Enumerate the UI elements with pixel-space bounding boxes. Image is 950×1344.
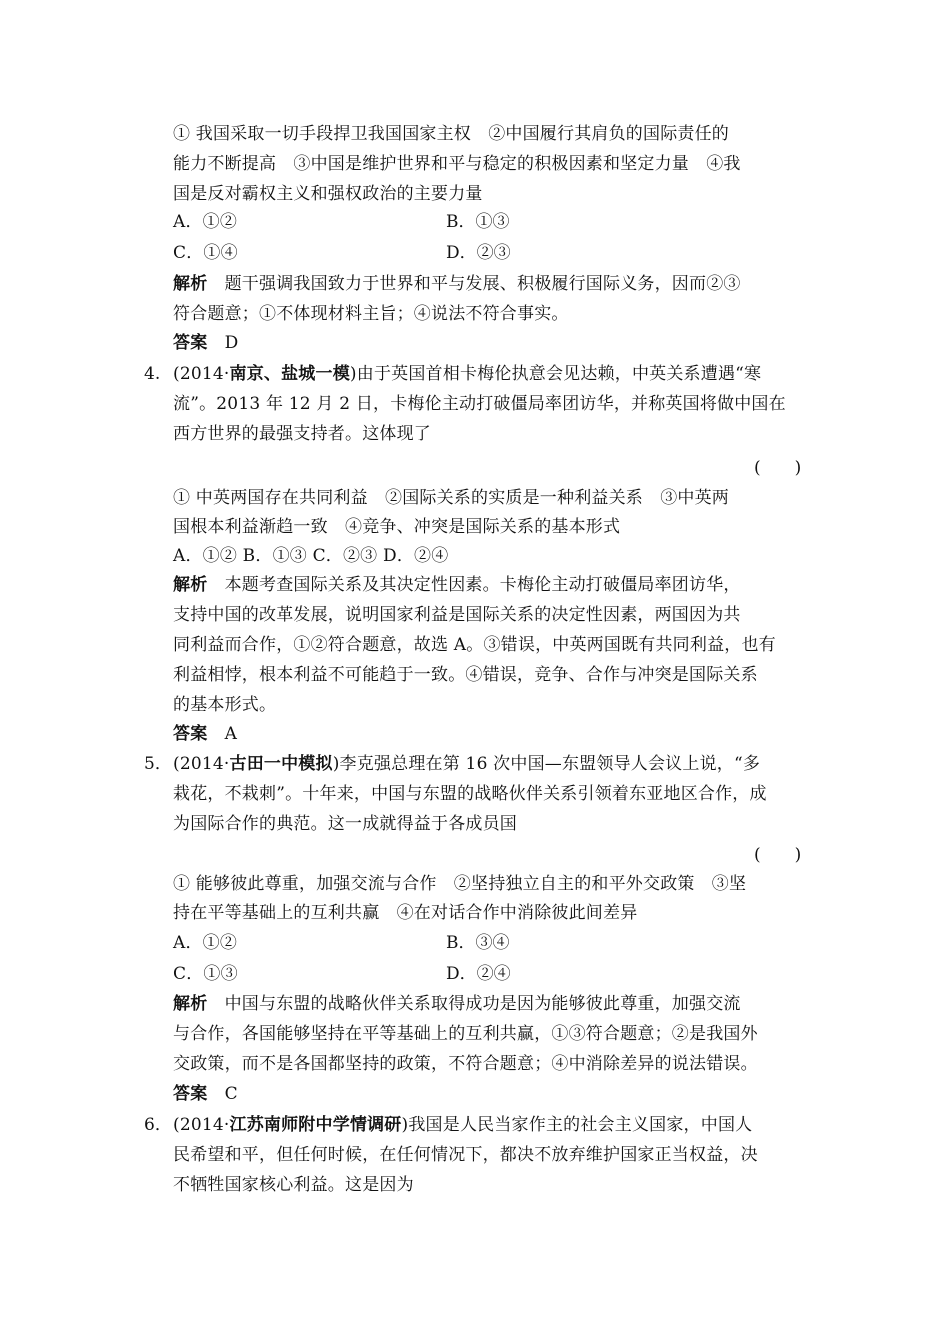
q4-stem-line-3: 西方世界的最强支持者。这体现了 [173,424,431,444]
q3-analysis-line-1 [173,272,741,296]
q3-option-d: D．②③ [446,243,511,263]
q4-analysis-line-1 [173,573,741,597]
q4-answer-label: 答案 [173,724,208,744]
q4-analysis-line-2: 支持中国的改革发展，说明国家利益是国际关系的决定性因素，两国因为共 [173,605,741,625]
q4-stem-line-1 [173,362,761,386]
q4-statements-line-2: 国根本利益渐趋一致 ④竞争、冲突是国际关系的基本形式 [173,517,621,537]
q3-analysis-text-1: 题干强调我国致力于世界和平与发展、积极履行国际义务，因而②③ [224,274,741,294]
q3-analysis-label: 解析 [173,274,208,294]
q5-source-close: ) [332,754,340,774]
q4-number: 4. [144,364,161,384]
q4-answer [173,722,237,746]
q5-option-a: A．①② [173,933,238,953]
q6-number: 6． [144,1115,172,1135]
q5-statements-line-2: 持在平等基础上的互利共赢 ④在对话合作中消除彼此间差异 [173,903,638,923]
q4-options: A．①② B．①③ C．②③ D．②④ [173,546,449,566]
q3-option-c: C．①④ [173,243,238,263]
q4-analysis-line-5: 的基本形式。 [173,695,277,715]
q5-analysis-line-3: 交政策，而不是各国都坚持的政策，不符合题意；④中消除差异的说法错误。 [173,1054,758,1074]
q3-analysis-line-2: 符合题意；①不体现材料主旨；④说法不符合事实。 [173,304,569,324]
q5-stem-text-1: 李克强总理在第 16 次中国—东盟领导人会议上说，“多 [339,754,761,774]
q5-source: 古田一中模拟 [229,754,333,774]
q5-option-d: D．②④ [446,964,511,984]
q4-answer-value: A [224,724,238,744]
q5-answer-value: C [224,1084,238,1104]
q4-stem-text-1: 由于英国首相卡梅伦执意会见达赖，中英关系遭遇“寒 [356,364,762,384]
q5-answer [173,1082,238,1106]
q6-stem-line-1 [173,1113,752,1137]
q6-source-open: (2014· [173,1115,230,1135]
q4-analysis-label: 解析 [173,575,208,595]
q5-option-b: B．③④ [446,933,510,953]
q5-statements-line-1: ① 能够彼此尊重，加强交流与合作 ②坚持独立自主的和平外交政策 ③坚 [173,874,747,894]
q5-source-open: (2014· [173,754,230,774]
q3-answer-label: 答案 [173,333,208,353]
q5-option-c: C．①③ [173,964,238,984]
q4-analysis-line-4: 利益相悖，根本利益不可能趋于一致。④错误，竞争、合作与冲突是国际关系 [173,665,758,685]
q4-source-close: ) [349,364,357,384]
q4-analysis-text-1: 本题考查国际关系及其决定性因素。卡梅伦主动打破僵局率团访华， [224,575,741,595]
q3-answer-value: D [224,333,239,353]
q4-source: 南京、盐城一模 [229,364,350,384]
q5-answer-label: 答案 [173,1084,208,1104]
q6-stem-line-3: 不牺牲国家核心利益。这是因为 [173,1175,414,1195]
q5-stem-line-1 [173,752,760,776]
q4-source-open: (2014· [173,364,230,384]
q3-statements-line-2: 能力不断提高 ③中国是维护世界和平与稳定的积极因素和坚定力量 ④我 [173,154,741,174]
q3-statements-line-3: 国是反对霸权主义和强权政治的主要力量 [173,184,483,204]
q6-source: 江苏南师附中学情调研 [229,1115,402,1135]
q5-analysis-text-1: 中国与东盟的战略伙伴关系取得成功是因为能够彼此尊重，加强交流 [224,994,741,1014]
q6-stem-line-2: 民希望和平，但任何时候，在任何情况下，都决不放弃维护国家正当权益，决 [173,1145,758,1165]
q4-analysis-line-3: 同利益而合作，①②符合题意，故选 A。③错误，中英两国既有共同利益，也有 [173,635,776,655]
q4-statements-line-1: ① 中英两国存在共同利益 ②国际关系的实质是一种利益关系 ③中英两 [173,488,730,508]
q3-statements-line-1: ① 我国采取一切手段捍卫我国国家主权 ②中国履行其肩负的国际责任的 [173,124,730,144]
q6-stem-text-1: 我国是人民当家作主的社会主义国家，中国人 [408,1115,753,1135]
q3-answer [173,331,238,355]
q5-stem-line-2: 栽花，不栽刺”。十年来，中国与东盟的战略伙伴关系引领着东亚地区合作，成 [173,784,767,804]
q5-analysis-line-2: 与合作，各国能够坚持在平等基础上的互利共赢，①③符合题意；②是我国外 [173,1024,758,1044]
q6-source-close: ) [401,1115,409,1135]
q4-stem-line-2: 流”。2013 年 12 月 2 日，卡梅伦主动打破僵局率团访华，并称英国将做中国在 [173,394,786,414]
q5-analysis-line-1 [173,992,741,1016]
q4-answer-bracket: ( ) [754,458,802,478]
q3-option-a: A．①② [173,212,238,232]
q5-stem-line-3: 为国际合作的典范。这一成就得益于各成员国 [173,814,517,834]
q5-analysis-label: 解析 [173,994,208,1014]
q3-option-b: B．①③ [446,212,510,232]
q5-number: 5． [144,754,172,774]
q5-answer-bracket: ( ) [754,845,802,865]
